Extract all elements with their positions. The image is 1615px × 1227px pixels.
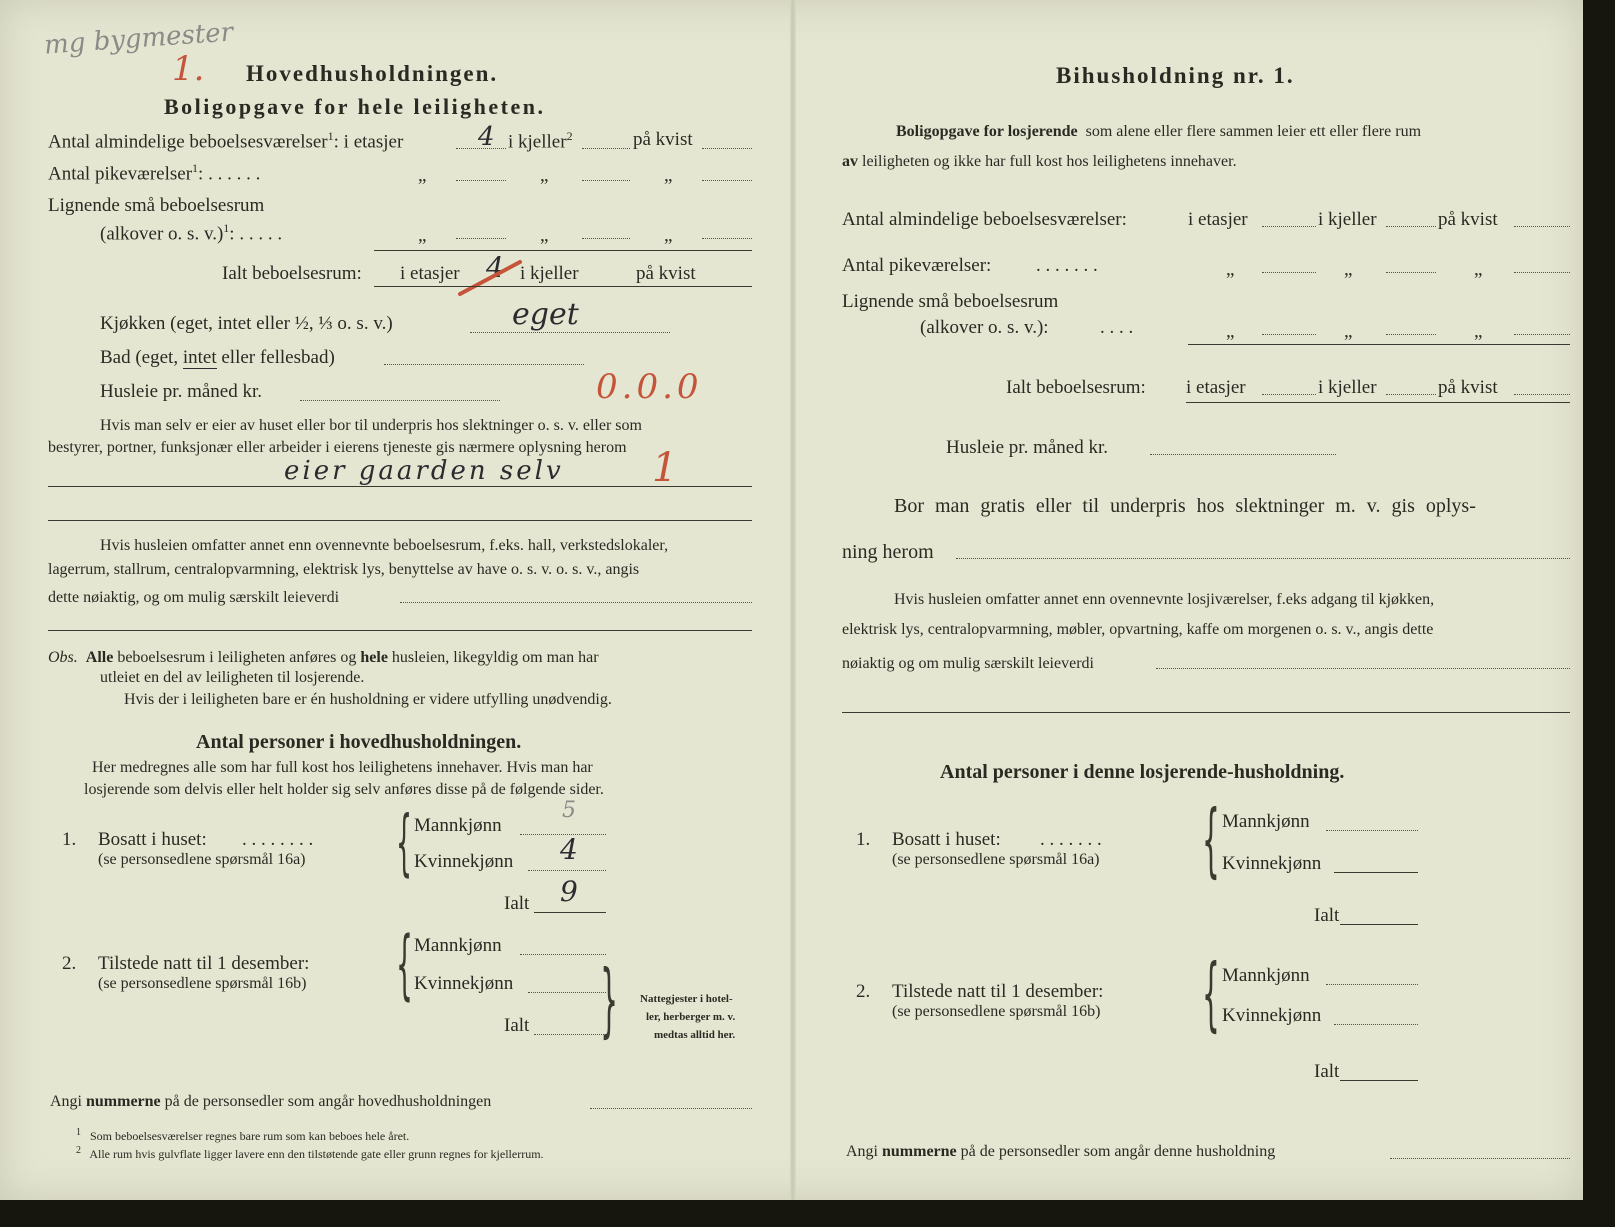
- kjokken-label: Kjøkken (eget, intet eller ½, ⅓ o. s. v.): [100, 313, 393, 334]
- eier-text-2: bestyrer, portner, funksjonær eller arbeider i eierens tjeneste gis nærmere oplysning herom: [48, 439, 627, 456]
- right-ialt-kvist-line[interactable]: [1514, 394, 1570, 395]
- ialt-label: Ialt beboelsesrum:: [222, 263, 362, 284]
- right-ialt-kjeller-line[interactable]: [1386, 394, 1436, 395]
- row2-kvist-line[interactable]: [702, 180, 752, 181]
- right-q2-label: Tilstede natt til 1 desember:: [892, 981, 1104, 1002]
- right-omfatter-3: nøiaktig og om mulig særskilt leieverdi: [842, 655, 1094, 672]
- right-q1-mann-line[interactable]: [1326, 830, 1418, 831]
- right-row1-etasjer-line[interactable]: [1262, 226, 1316, 227]
- right-q2-number: 2.: [856, 981, 871, 1002]
- right-title: Bihusholdning nr. 1.: [1056, 63, 1295, 88]
- q1-kvinne-value: 4: [560, 833, 578, 866]
- obs-text-2: utleiet en del av leiligheten til losjerende.: [100, 669, 365, 686]
- ditto-mark: „: [418, 165, 427, 186]
- q2-ialt-label: Ialt: [504, 1015, 530, 1036]
- right-q1-mann-label: Mannkjønn: [1222, 811, 1310, 832]
- right-q2-ialt-line[interactable]: [1340, 1080, 1418, 1081]
- ialt-kvist-label: på kvist: [636, 263, 696, 284]
- right-q1-kvinne-line[interactable]: [1334, 872, 1418, 873]
- ditto-mark: „: [1344, 259, 1353, 280]
- right-angi-text: Angi nummerne på de personsedler som angår denne husholdning: [846, 1143, 1276, 1160]
- right-omfatter-line[interactable]: [1156, 668, 1570, 669]
- right-intro-1: Boligopgave for losjerende som alene eller flere sammen leier ett eller flere rum: [896, 123, 1422, 140]
- right-row3-underline: [1188, 344, 1570, 345]
- right-q1-ialt-line[interactable]: [1340, 924, 1418, 925]
- right-row2-etasjer-line[interactable]: [1262, 272, 1316, 273]
- q1-mann-value: 5: [562, 798, 576, 823]
- eier-mark: 1: [652, 445, 678, 491]
- right-ialt-kjeller: i kjeller: [1318, 377, 1377, 398]
- ditto-mark: „: [1226, 321, 1235, 342]
- right-q2-mann-line[interactable]: [1326, 984, 1418, 985]
- omfatter-text-3: dette nøiaktig, og om mulig særskilt leieverdi: [48, 589, 340, 606]
- right-intro-2: av leiligheten og ikke har full kost hos leilighetens innehaver.: [842, 153, 1237, 170]
- right-q2-brace: {: [1202, 947, 1220, 1040]
- ditto-mark: „: [1474, 321, 1483, 342]
- q2-mann-line[interactable]: [520, 954, 606, 955]
- right-q1-label: Bosatt i huset:: [892, 829, 1001, 850]
- right-omfatter-1: Hvis husleien omfatter annet enn ovennevnte losjiværelser, f.eks adgang til kjøkken,: [894, 591, 1435, 608]
- ditto-mark: „: [540, 225, 549, 246]
- row1-kjeller-label: i kjeller$^2$: [508, 129, 573, 153]
- row1-kjeller-line[interactable]: [582, 148, 630, 149]
- q1-mann-label: Mannkjønn: [414, 815, 502, 836]
- right-row3-etasjer-line[interactable]: [1262, 334, 1316, 335]
- q2-kvinne-line[interactable]: [528, 992, 606, 993]
- right-row3-kvist-line[interactable]: [1514, 334, 1570, 335]
- ialt-etasjer-label: i etasjer: [400, 263, 460, 284]
- right-q1-dots: . . . . . . .: [1040, 829, 1102, 850]
- angi-line[interactable]: [590, 1108, 752, 1109]
- right-q2-mann-label: Mannkjønn: [1222, 965, 1310, 986]
- right-row2-dots: . . . . . . .: [1036, 255, 1098, 276]
- q1-number: 1.: [62, 829, 77, 850]
- q2-sublabel: (se personsedlene spørsmål 16b): [98, 975, 307, 992]
- right-ialt-label: Ialt beboelsesrum:: [1006, 377, 1146, 398]
- footnote-1: $^1$ Som beboelsesværelser regnes bare rum som kan beboes hele året.: [76, 1127, 410, 1143]
- persons-title: Antal personer i hovedhusholdningen.: [196, 731, 522, 753]
- ialt-underline: [374, 286, 752, 287]
- right-q1-ialt-label: Ialt: [1314, 905, 1340, 926]
- q2-number: 2.: [62, 953, 77, 974]
- husleie-line[interactable]: [300, 400, 500, 401]
- ditto-mark: „: [664, 225, 673, 246]
- row3-label: Lignende små beboelsesrum: [48, 195, 265, 216]
- q1-ialt-line[interactable]: [534, 912, 606, 913]
- right-q1-kvinne-label: Kvinnekjønn: [1222, 853, 1322, 874]
- eier-line[interactable]: [48, 486, 752, 487]
- right-gratis-2: ning herom: [842, 541, 934, 563]
- ialt-etasjer-value: 4: [486, 251, 504, 284]
- page-title: Hovedhusholdningen.: [246, 61, 499, 86]
- q2-brace: {: [396, 919, 413, 1008]
- right-ialt-etasjer: i etasjer: [1186, 377, 1246, 398]
- right-row1-label: Antal almindelige beboelsesværelser:: [842, 209, 1127, 230]
- right-husleie-label: Husleie pr. måned kr.: [946, 437, 1108, 458]
- right-row3-label: Lignende små beboelsesrum: [842, 291, 1059, 312]
- row1-kvist-line[interactable]: [702, 148, 752, 149]
- page-fold: [790, 0, 796, 1200]
- bad-label: Bad (eget, intet eller fellesbad): [100, 347, 335, 368]
- omfatter-line-2[interactable]: [48, 630, 752, 631]
- row3-etasjer-line[interactable]: [456, 238, 506, 239]
- omfatter-line[interactable]: [400, 602, 752, 603]
- q2-right-brace: {: [600, 953, 618, 1046]
- ditto-mark: „: [1344, 321, 1353, 342]
- right-ialt-underline: [1186, 402, 1570, 403]
- right-q2-ialt-label: Ialt: [1314, 1061, 1340, 1082]
- right-omfatter-line-2[interactable]: [842, 712, 1570, 713]
- ditto-mark: „: [664, 165, 673, 186]
- ditto-mark: „: [1226, 259, 1235, 280]
- omfatter-text-2: lagerrum, stallrum, centralopvarmning, elektrisk lys, benyttelse av have o. s. v. o. s. v., angis: [48, 561, 640, 578]
- persons-note-1: Her medregnes alle som har full kost hos leilighetens innehaver. Hvis man har: [92, 759, 593, 776]
- right-row1-kjeller-line[interactable]: [1386, 226, 1436, 227]
- household-number: 1.: [172, 49, 205, 89]
- nattegjester-note-2: ler, herberger m. v.: [646, 1011, 736, 1023]
- right-q1-brace: {: [1202, 793, 1220, 886]
- row3-underline: [374, 250, 752, 251]
- row1-kvist-label: på kvist: [633, 129, 693, 150]
- q2-mann-label: Mannkjønn: [414, 935, 502, 956]
- row3-sublabel: (alkover o. s. v.)$^1$: . . . . .: [100, 221, 283, 245]
- right-row1-kvist-line[interactable]: [1514, 226, 1570, 227]
- q1-dots: . . . . . . . .: [242, 829, 314, 850]
- q1-brace: {: [396, 800, 413, 884]
- right-gratis-line[interactable]: [956, 558, 1570, 559]
- kjokken-line[interactable]: [470, 332, 670, 333]
- bad-line[interactable]: [384, 364, 584, 365]
- husleie-label: Husleie pr. måned kr.: [100, 381, 262, 402]
- obs-text-1: Obs. Alle beboelsesrum i leiligheten anføres og hele husleien, likegyldig om man har: [48, 649, 599, 666]
- right-persons-title: Antal personer i denne losjerende-husholdning.: [940, 761, 1345, 783]
- right-row1-kvist: på kvist: [1438, 209, 1498, 230]
- footnote-2: $^2$ Alle rum hvis gulvflate ligger lavere enn den tilstøtende gate eller grunn regnes for kjellerrum.: [76, 1145, 544, 1161]
- right-q2-sublabel: (se personsedlene spørsmål 16b): [892, 1003, 1101, 1020]
- nattegjester-note-3: medtas alltid her.: [654, 1029, 736, 1041]
- right-angi-line[interactable]: [1390, 1158, 1570, 1159]
- right-q2-kvinne-line[interactable]: [1334, 1024, 1418, 1025]
- ditto-mark: „: [1474, 259, 1483, 280]
- right-row1-etasjer: i etasjer: [1188, 209, 1248, 230]
- q2-kvinne-label: Kvinnekjønn: [414, 973, 514, 994]
- right-ialt-kvist: på kvist: [1438, 377, 1498, 398]
- row2-etasjer-line[interactable]: [456, 180, 506, 181]
- eier-line-2[interactable]: [48, 520, 752, 521]
- right-husleie-line[interactable]: [1150, 454, 1336, 455]
- obs-text-3: Hvis der i leiligheten bare er én husholdning er videre utfylling unødvendig.: [124, 691, 612, 708]
- right-row3-kjeller-line[interactable]: [1386, 334, 1436, 335]
- right-ialt-etasjer-line[interactable]: [1262, 394, 1316, 395]
- angi-text: Angi nummerne på de personsedler som angår hovedhusholdningen: [50, 1093, 492, 1110]
- persons-note-2: losjerende som delvis eller helt holder sig selv anføres disse på de følgende sider.: [84, 781, 604, 798]
- q1-ialt-label: Ialt: [504, 893, 530, 914]
- right-q2-kvinne-label: Kvinnekjønn: [1222, 1005, 1322, 1026]
- right-row1-kjeller: i kjeller: [1318, 209, 1377, 230]
- row1-etasjer-value: 4: [478, 122, 495, 152]
- row3-kjeller-line[interactable]: [582, 238, 630, 239]
- nattegjester-note-1: Nattegjester i hotel-: [640, 993, 733, 1005]
- q1-kvinne-line[interactable]: [528, 870, 606, 871]
- q2-label: Tilstede natt til 1 desember:: [98, 953, 310, 974]
- husleie-value: 0.0.0: [596, 367, 703, 407]
- row2-kjeller-line[interactable]: [582, 180, 630, 181]
- row1-label: Antal almindelige beboelsesværelser$^1$: i etasjer: [48, 129, 404, 153]
- ditto-mark: „: [418, 225, 427, 246]
- right-omfatter-2: elektrisk lys, centralopvarmning, møbler, opvartning, kaffe om morgenen o. s. v., angis dette: [842, 621, 1434, 638]
- q1-kvinne-label: Kvinnekjønn: [414, 851, 514, 872]
- kjokken-value: eget: [512, 297, 579, 332]
- pencil-note: mg bygmester: [43, 17, 235, 61]
- page-subtitle: Boligopgave for hele leiligheten.: [164, 94, 546, 119]
- q1-sublabel: (se personsedlene spørsmål 16a): [98, 851, 306, 868]
- ialt-kjeller-label: i kjeller: [520, 263, 579, 284]
- eier-value: eier gaarden selv: [284, 456, 564, 486]
- q1-ialt-value: 9: [560, 875, 578, 908]
- right-gratis-1: Bor man gratis eller til underpris hos slektninger m. v. gis oplys-: [894, 495, 1476, 517]
- row2-label: Antal pikeværelser$^1$: . . . . . .: [48, 161, 261, 185]
- right-q1-number: 1.: [856, 829, 871, 850]
- omfatter-text-1: Hvis husleien omfatter annet enn ovennevnte beboelsesrum, f.eks. hall, verkstedslokaler,: [100, 537, 669, 554]
- right-row2-kvist-line[interactable]: [1514, 272, 1570, 273]
- ditto-mark: „: [540, 165, 549, 186]
- q2-ialt-line[interactable]: [534, 1034, 606, 1035]
- red-check-mark: [456, 258, 526, 298]
- right-row3-sublabel: (alkover o. s. v.):: [920, 317, 1049, 338]
- row3-kvist-line[interactable]: [702, 238, 752, 239]
- q1-label: Bosatt i huset:: [98, 829, 207, 850]
- right-q1-sublabel: (se personsedlene spørsmål 16a): [892, 851, 1100, 868]
- eier-text-1: Hvis man selv er eier av huset eller bor til underpris hos slektninger o. s. v. eller som: [100, 417, 642, 434]
- right-row2-label: Antal pikeværelser:: [842, 255, 992, 276]
- right-row2-kjeller-line[interactable]: [1386, 272, 1436, 273]
- right-row3-dots: . . . .: [1100, 317, 1134, 338]
